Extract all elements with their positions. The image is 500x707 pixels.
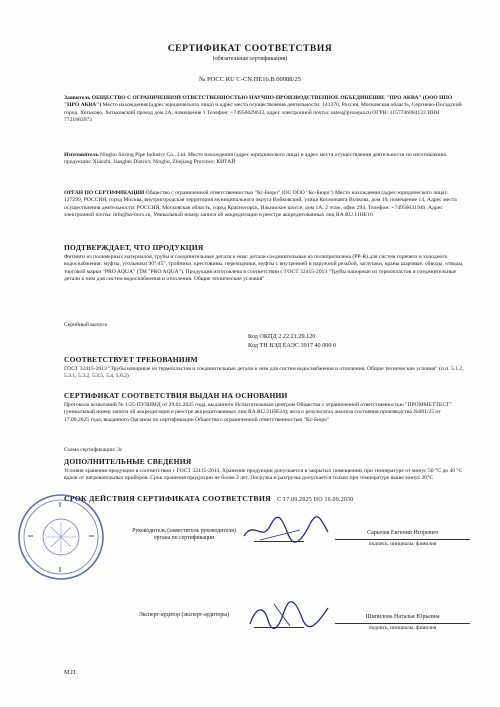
manufacturer-name: Ningbo Sicong Pipe Industry Co., Ltd. <box>100 152 187 158</box>
validity-heading <box>64 494 353 503</box>
expert-signature <box>244 596 334 632</box>
requirements-text: ГОСТ 32415-2013 "Трубы напорные из термопластов и соединительные детали к ним для систем водоснабжения и отопления. Общие технические условия" (п.п. 5.1.2, 5.3.1, 5.3.2, 5.3.5, 5.4, 5.6.2) <box>64 366 464 380</box>
manufacturer-section <box>64 152 464 186</box>
manufacturer-details: Место нахождения (адрес юридического лица) и адрес места осуществления деятельности по изготовлению продукции: Xiaozhi, Jiangbei District, Ningbo, Zhejiang Province, КИТАЙ <box>64 152 447 166</box>
certbody-details: Место нахождения (адрес юридического лица): 127299, РОССИЯ, город Москва, внутригородская территория муниципального округа Войковский, улица Космонавта Волкова, дом 10, помещение 14, Адрес места осуществления деятельности: РОССИЯ, Московская область, город Красногорск, Ильинское шоссе, дом 1А, 2 этаж, офис 294, Телефон: +74956041946, Адрес электронной почты: info@ks-buro.ru, Уникальный номер записи об аккредитации в реестре аккредитованных лиц RA.RU.11НЕ16 <box>64 190 457 219</box>
head-label: Руководитель (заместитель руководителя) органа по сертификации <box>132 528 236 542</box>
product-serial: Серийный выпуск <box>64 322 108 328</box>
applicant-label: Заявитель <box>64 95 91 101</box>
product-heading: ПОДТВЕРЖДАЕТ, ЧТО ПРОДУКЦИЯ <box>64 243 204 252</box>
certificate-subtitle: (обязательная сертификация) <box>212 56 288 62</box>
product-codes <box>248 332 336 350</box>
head-note: подпись, инициалы, фамилия <box>368 541 437 547</box>
mp-mark: М.П. <box>64 670 77 676</box>
expert-note: подпись, инициалы, фамилия <box>368 625 437 631</box>
okpd-code: Код ОКПД 2 22.21.29.120 <box>248 333 316 340</box>
basis-heading: СЕРТИФИКАТ СООТВЕТСТВИЯ ВЫДАН НА ОСНОВАНИИ <box>64 391 288 400</box>
certbody-label: ОРГАН ПО СЕРТИФИКАЦИИ <box>64 190 145 196</box>
certificate-title: СЕРТИФИКАТ СООТВЕТСТВИЯ <box>167 44 333 54</box>
expert-label: Эксперт-аудитор (эксперт-аудиторы) <box>138 612 230 618</box>
validity-label: СРОК ДЕЙСТВИЯ СЕРТИФИКАТА СООТВЕТСТВИЯ <box>64 494 271 503</box>
certbody-section <box>64 190 464 242</box>
expert-name-line <box>335 623 470 624</box>
head-signature <box>240 512 332 546</box>
head-name: Сарычев Евгений Игоревич <box>367 530 438 536</box>
certificate-number: № РОСС RU С-CN.НЕ16.В.00088/25 <box>199 76 301 83</box>
applicant-details: Место нахождения (адрес юридического лица) и адрес места осуществления деятельности: 141370, Россия, Московская область, Сергиево-Посадский город. Хотьково, Хотьковский проезд дом 2А, помещение 1 Телефон: +74956029633, адрес электронной почты: sales@proaqua.ru ОГРН: 1157746084133 ИНН 7721883973 <box>64 102 462 124</box>
certbody-name: Общество с ограниченной ответственностью "Кс-Бюро" (ОС ООО "Кс-Бюро") <box>145 190 334 196</box>
product-description: Фитинги из полимерных материалов, трубы и соединительные детали к ним: детали соединительные из полипропилена (PP-R) для систем горячего и холодного водоснабжения: муфты, угольники 90°/45°, тройники, крестовины, переходники, муфты с внутренней и наружной резьбой, заглушки, краны шаровые, обводы, отводы, торговой марки "PRO AQUA" (ТМ "PRO AQUA"). Продукция изготовлена в соответствии с ГОСТ 32415-2013 "Трубы напорные из термопластов и соединительные детали к ним для систем водоснабжения и отопления. Общие технические условия" <box>64 254 464 283</box>
additional-text: Условия хранения продукции в соответствии с ГОСТ 32415-2013. Хранение продукции допускается в закрытых помещениях при температуре от минус 50 °С до 40 °С вдали от нагревательных приборов. Срок хранения продукции не более 2 лет. Погрузка и разгрузка допускается только при температуре выше минус 20°С <box>64 468 463 482</box>
validity-value: С 17.09.2025 ПО 16.09.2030 <box>277 497 354 503</box>
requirements-heading: СООТВЕТСТВУЕТ ТРЕБОВАНИЯМ <box>64 355 198 364</box>
head-name-line <box>335 539 470 540</box>
additional-heading: ДОПОЛНИТЕЛЬНЫЕ СВЕДЕНИЯ <box>64 457 192 466</box>
expert-name: Шипилова Наталья Юрьевна <box>365 614 440 620</box>
basis-text: Протокола испытаний № 1/25-ПУЛИМД от 29.01.2025 года, выданного Испытательным центром Общества с ограниченной ответственностью "ПРОММЕТТЕСТ" (уникальный номер записи об аккредитации в реестре аккредитованных лиц RA.RU.21НЕ24); акта о результатах анализа состояния производства №001/25 от 17.09.2025 года, выданного Органом по сертификации Общества с ограниченной ответственностью "Кс-Бюро" <box>64 402 452 423</box>
applicant-section <box>64 95 464 147</box>
basis-scheme: Схема сертификации: 3с <box>64 447 123 453</box>
tnved-code: Код ТН ВЭД ЕАЭС 3917 40 000 0 <box>248 342 337 349</box>
seal-stamp <box>16 492 106 582</box>
applicant-name: ОБЩЕСТВО С ОГРАНИЧЕННОЙ ОТВЕТСТВЕННОСТЬЮ НАУЧНО-ПРОИЗВОДСТВЕННОЕ ОБЪЕДИНЕНИЕ "ПРО АКВА" (ООО НПО "ПРО АКВА") <box>64 95 453 109</box>
manufacturer-label: Изготовитель <box>64 152 99 158</box>
